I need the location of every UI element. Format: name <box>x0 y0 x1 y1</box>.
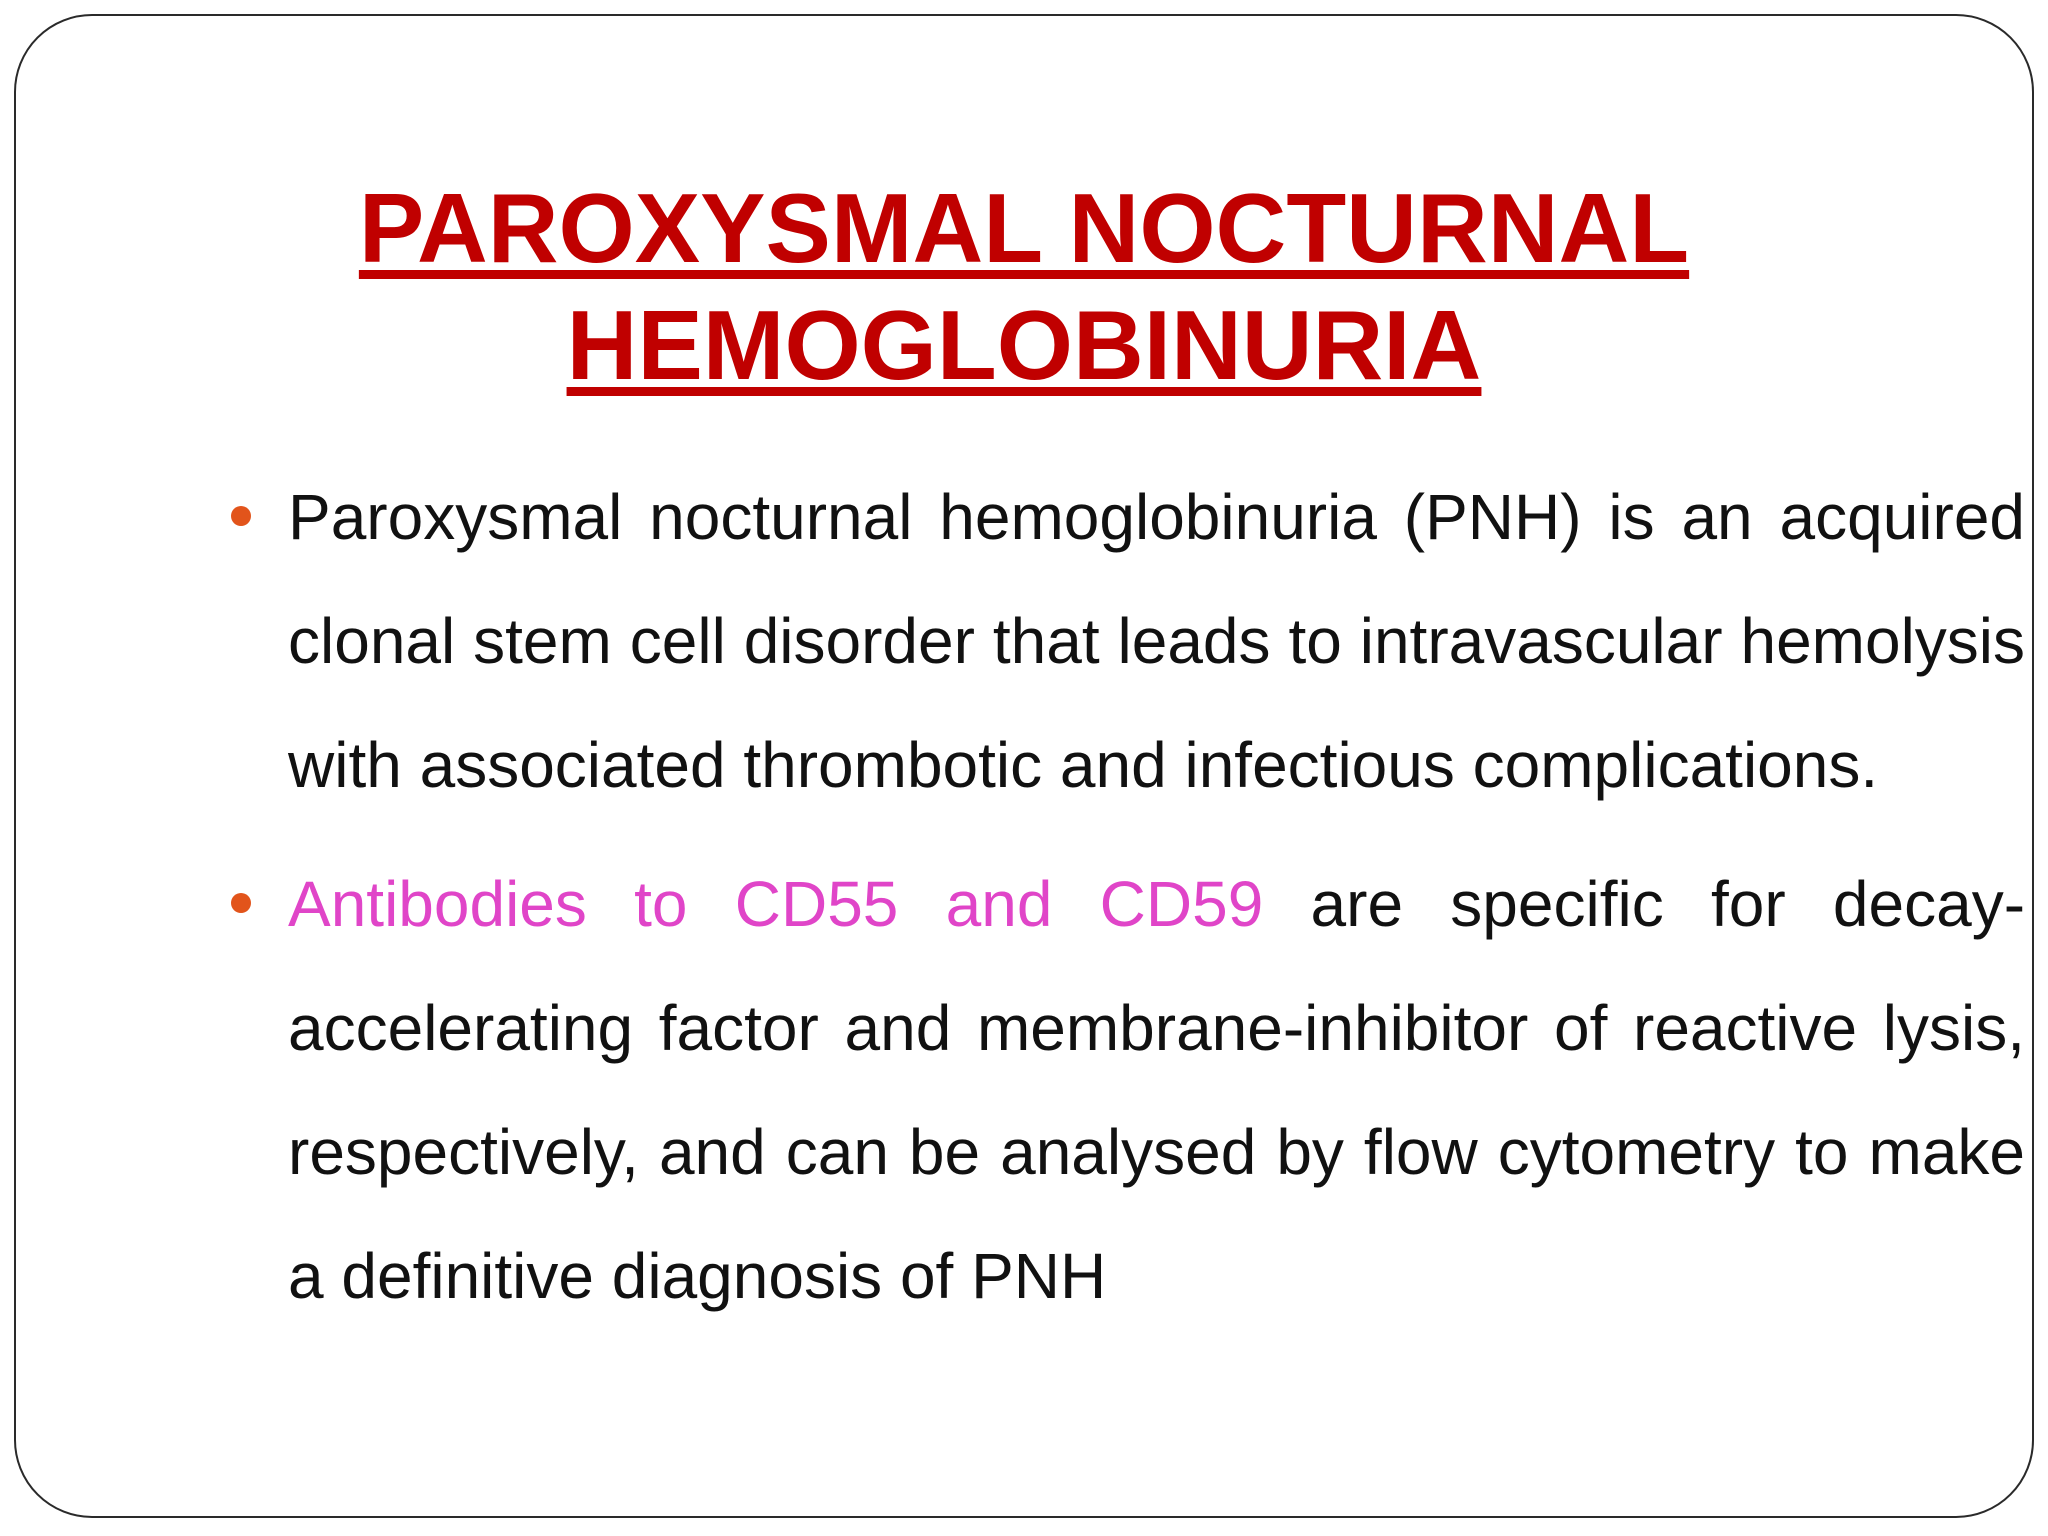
title-line-2-text: HEMOGLOBINURIA <box>566 290 1482 400</box>
bullet-text: Paroxysmal nocturnal hemoglobinuria (PNH) is an acquired clonal stem cell disorder that leads to intravascular hemolysis with associated thrombotic and infectious complications. <box>288 481 2025 801</box>
bullet-highlight-text: Antibodies to CD55 and CD59 <box>288 868 1264 940</box>
bullet-item-antibodies <box>226 842 2025 1338</box>
title-line-1: PAROXYSMAL NOCTURNAL <box>358 173 1690 283</box>
bullet-dot-icon <box>231 506 251 526</box>
bullet-dot-icon <box>231 893 251 913</box>
bullet-text: are specific for decay-accelerating factor and membrane-inhibitor of reactive lysis, respectively, and can be analysed by flow cytometry to make a definitive diagnosis of PNH <box>288 868 2025 1312</box>
title-line-2 <box>0 287 2048 404</box>
bullet-item-pnh-definition <box>226 455 2025 827</box>
bullet-list <box>226 455 2025 1338</box>
slide-title <box>0 170 2048 404</box>
